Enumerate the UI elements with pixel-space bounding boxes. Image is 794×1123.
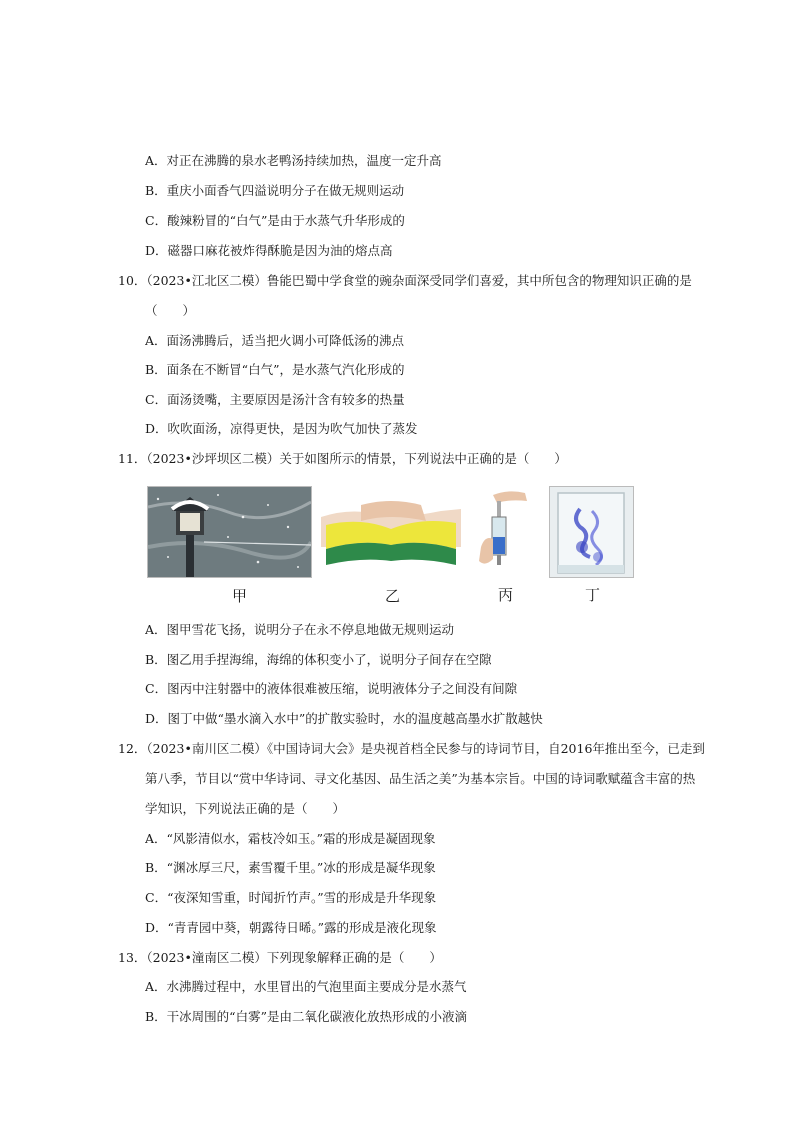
caption-bing: 丙 (498, 586, 514, 604)
q12-stem-cont-1: 第八季，节目以“赏中华诗词、寻文化基因、品生活之美”为基本宗旨。中国的诗词歌赋蕴含丰富的热 (145, 771, 696, 786)
q12-option-b: B．“渊冰厚三尺，素雪覆千里。”冰的形成是凝华现象 (145, 860, 436, 875)
q10-option-a: A．面汤沸腾后，适当把火调小可降低汤的沸点 (145, 333, 405, 348)
q12-stem-cont-2: 学知识，下列说法正确的是（ ） (145, 801, 346, 816)
q11-stem: 11．（2023•沙坪坝区二模）关于如图所示的情景，下列说法中正确的是（ ） (118, 451, 567, 466)
q10-option-b: B．面条在不断冒“白气”，是水蒸气汽化形成的 (145, 362, 405, 377)
q12-option-d: D．“青青园中葵，朝露待日晞。”露的形成是液化现象 (145, 920, 437, 935)
q13-stem: 13．（2023•潼南区二模）下列现象解释正确的是（ ） (118, 950, 442, 965)
q9-option-a: A．对正在沸腾的泉水老鸭汤持续加热，温度一定升高 (145, 153, 442, 168)
q9-option-b: B．重庆小面香气四溢说明分子在做无规则运动 (145, 183, 405, 198)
q9-option-d: D．磁器口麻花被炸得酥脆是因为油的熔点高 (145, 243, 393, 258)
q10-option-d: D．吹吹面汤，凉得更快，是因为吹气加快了蒸发 (145, 421, 418, 436)
q10-stem-cont: （ ） (145, 303, 196, 318)
q12-option-c: C．“夜深知雪重，时闻折竹声。”雪的形成是升华现象 (145, 890, 437, 905)
q10-option-c: C．面汤烫嘴，主要原因是汤汁含有较多的热量 (145, 392, 405, 407)
q13-option-a: A．水沸腾过程中，水里冒出的气泡里面主要成分是水蒸气 (145, 979, 467, 994)
q9-option-c: C．酸辣粉冒的“白气”是由于水蒸气升华形成的 (145, 213, 405, 228)
figure-ding-ink-water (549, 486, 634, 578)
caption-yi: 乙 (385, 587, 401, 605)
q11-option-a: A．图甲雪花飞扬，说明分子在永不停息地做无规则运动 (145, 622, 455, 637)
q11-option-b: B．图乙用手捏海绵，海绵的体积变小了，说明分子间存在空隙 (145, 652, 492, 667)
q12-stem: 12．（2023•南川区二模）《中国诗词大会》是央视首档全民参与的诗词节目，自2016年推出至今，已走到 (118, 741, 705, 756)
figure-yi-sponge (320, 486, 462, 578)
caption-jia: 甲 (232, 587, 248, 605)
q10-stem: 10．（2023•江北区二模）鲁能巴蜀中学食堂的豌杂面深受同学们喜爱，其中所包含的物理知识正确的是 (118, 273, 692, 288)
q11-option-d: D．图丁中做“墨水滴入水中”的扩散实验时，水的温度越高墨水扩散越快 (145, 711, 543, 726)
q12-option-a: A．“风影清似水，霜枝冷如玉。”霜的形成是凝固现象 (145, 831, 436, 846)
figure-bing-syringe (472, 486, 534, 578)
q13-option-b: B．干冰周围的“白雾”是由二氧化碳液化放热形成的小液滴 (145, 1009, 467, 1024)
figure-jia-lamp-snow (147, 486, 312, 578)
q11-option-c: C．图丙中注射器中的液体很难被压缩，说明液体分子之间没有间隙 (145, 681, 518, 696)
caption-ding: 丁 (585, 586, 601, 604)
